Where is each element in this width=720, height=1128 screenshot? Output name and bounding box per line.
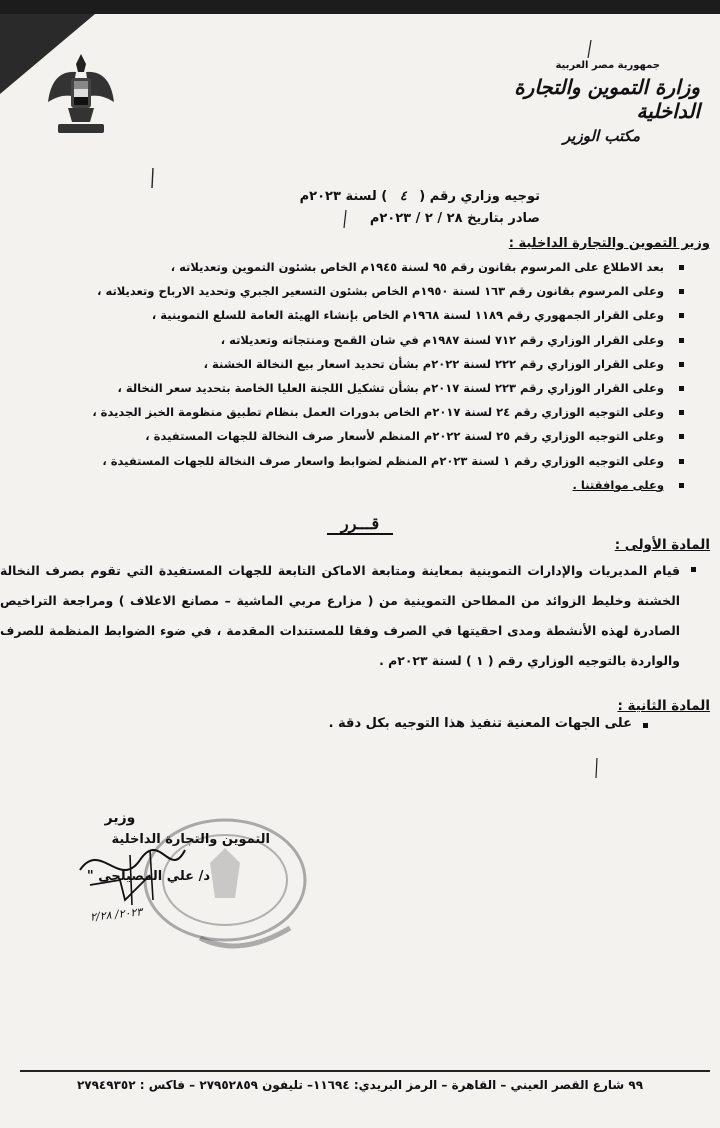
signatory-name: د/ علي المصيلحي " bbox=[86, 869, 210, 884]
clause-item: وعلى التوجيه الوزاري رقم ٢٥ لسنة ٢٠٢٢م المنظم لأسعار صرف النخالة للجهات المستفيدة ، bbox=[40, 424, 690, 448]
clause-item: وعلى القرار الجمهوري رقم ١١٨٩ لسنة ١٩٦٨م الخاص بإنشاء الهيئة العامة للسلع التموينية ، bbox=[40, 303, 690, 327]
pen-mark bbox=[585, 40, 595, 60]
signatory-title: وزير bbox=[104, 810, 136, 826]
directive-title-suffix: ) لسنة ٢٠٢٣م bbox=[299, 189, 388, 204]
directive-date-label: صادر بتاريخ bbox=[467, 211, 540, 226]
handwritten-signature bbox=[60, 830, 200, 940]
footer-address: ٩٩ شارع القصر العيني – القاهرة – الرمز البريدي: ١١٦٩٤– تليفون ٢٧٩٥٢٨٥٩ – فاكس : ٢٧٩٤٩٣٥٢ bbox=[76, 1078, 644, 1092]
footer-divider bbox=[20, 1070, 710, 1072]
article-2-title: المادة الثانية : bbox=[617, 698, 710, 714]
article-1-body: قيام المديريات والإدارات التموينية بمعاينة ومتابعة الاماكن التابعة للجهات المستفيدة التي تقوم بصرف النخالة الخشنة وخليط الزوائد من المطاحن التموينية من ( مزارع مربي الماشية – مصانع الاعلاف ) ومراجعة التراخيص الصادرة لهذه الأنشطة ومدى احقيتها في الصرف وفقا للمستندات المقدمة ، في ضوء الضوابط المنظمة للصرف والواردة بالتوجيه الوزاري رقم ( ١ ) لسنة ٢٠٢٣م . bbox=[0, 556, 698, 676]
directive-date bbox=[220, 208, 540, 230]
country-name: جمهورية مصر العربية bbox=[555, 60, 660, 71]
decision-heading bbox=[0, 514, 720, 533]
article-2-body: على الجهات المعنية تنفيذ هذا التوجيه بكل دقة . bbox=[329, 716, 650, 731]
clause-item: وعلى القرار الوزاري رقم ٢٢٣ لسنة ٢٠١٧م بشأن تشكيل اللجنة العليا الخاصة بتحديد سعر النخالة ، bbox=[40, 376, 690, 400]
article-1-title: المادة الأولى : bbox=[614, 537, 710, 553]
directive-date-value: ٢٨ / ٢ / ٢٠٢٣م bbox=[369, 211, 463, 226]
directive-title bbox=[220, 186, 540, 208]
decision-heading-text: قـــرر bbox=[327, 514, 393, 535]
pen-mark bbox=[340, 210, 350, 230]
eagle-emblem-icon bbox=[46, 50, 116, 142]
clause-item: بعد الاطلاع على المرسوم بقانون رقم ٩٥ لسنة ١٩٤٥م الخاص بشئون التموين وتعديلاته ، bbox=[40, 255, 690, 279]
clause-item: وعلى التوجيه الوزاري رقم ٢٤ لسنة ٢٠١٧م الخاص بدورات العمل بنظام تطبيق منظومة الخبز الجديدة ، bbox=[40, 400, 690, 424]
ministry-name: وزارة التموين والتجارة الداخلية bbox=[514, 75, 700, 123]
pen-mark bbox=[592, 758, 602, 780]
ministry-header bbox=[480, 60, 700, 145]
directive-number: ٤ bbox=[399, 189, 407, 204]
pen-mark bbox=[148, 168, 158, 190]
clause-item: وعلى القرار الوزاري رقم ٢٢٢ لسنة ٢٠٢٢م بشأن تحديد اسعار بيع النخالة الخشنة ، bbox=[40, 352, 690, 376]
directive-title-prefix: توجيه وزاري رقم ( bbox=[419, 189, 540, 204]
clause-item: وعلى القرار الوزاري رقم ٧١٢ لسنة ١٩٨٧م في شان القمح ومنتجاته وتعديلاته ، bbox=[40, 328, 690, 352]
office-name: مكتب الوزير bbox=[563, 127, 640, 145]
handwritten-date: ٢٠٢٣/ ٢/٢٨ bbox=[89, 905, 143, 924]
signatory-ministry: التموين والتجارة الداخلية bbox=[111, 832, 270, 847]
clause-item: وعلى المرسوم بقانون رقم ١٦٣ لسنة ١٩٥٠م الخاص بشئون التسعير الجبري وتحديد الارباح وتعديلاته ، bbox=[40, 279, 690, 303]
clause-item: وعلى موافقتنا . bbox=[40, 473, 690, 497]
scan-top-edge bbox=[0, 0, 720, 14]
clause-item: وعلى التوجيه الوزاري رقم ١ لسنة ٢٠٢٣م المنظم لضوابط واسعار صرف النخالة للجهات المستفيدة ، bbox=[40, 449, 690, 473]
preamble-clauses bbox=[40, 255, 690, 497]
directive-heading bbox=[220, 186, 540, 230]
addressee: وزير التموين والتجارة الداخلية : bbox=[508, 236, 710, 251]
